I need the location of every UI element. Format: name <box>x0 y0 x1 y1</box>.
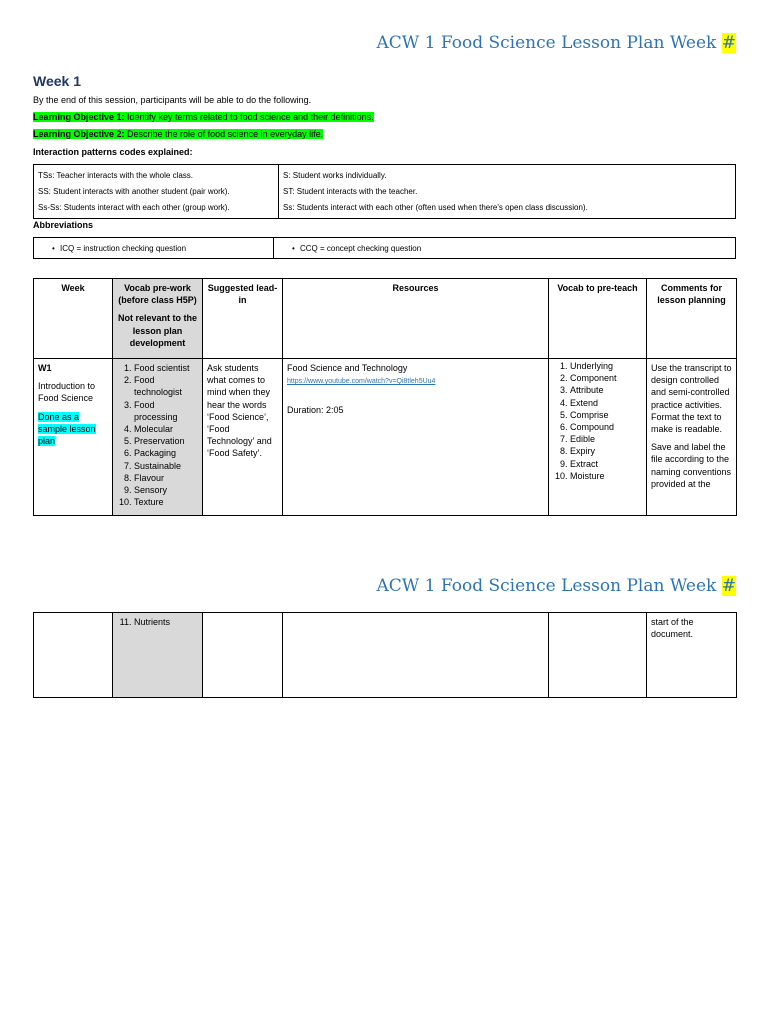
header-vocab-preteach: Vocab to pre-teach <box>549 279 647 359</box>
list-item: 2. Food technologist <box>134 374 198 398</box>
lesson-plan-table-continued <box>33 612 737 698</box>
week-heading: Week 1 <box>33 73 81 89</box>
header-lead-in: Suggested lead-in <box>203 279 283 359</box>
code-item: Ss: Students interact with each other (often used when there's open class discussion). <box>283 203 588 212</box>
bullet-icon: • <box>52 243 55 253</box>
list-item: 6. Packaging <box>134 447 198 459</box>
abbreviations-table <box>33 237 736 259</box>
header-comments: Comments for lesson planning <box>647 279 737 359</box>
list-item: 10. Texture <box>134 496 198 508</box>
codes-title: Interaction patterns codes explained: <box>33 147 193 157</box>
list-item: 5. Preservation <box>134 435 198 447</box>
header-resources: Resources <box>283 279 549 359</box>
lead-in-cell: Ask students what comes to mind when they hear the words ‘Food Science’, ‘Food Technology’ and ‘Food Safety’. <box>203 359 283 516</box>
list-item: 9. Extract <box>570 458 642 470</box>
code-item: Ss-Ss: Students interact with each other (group work). <box>38 203 230 212</box>
header-vocab-prework: Vocab pre-work (before class H5P) Not relevant to the lesson plan development <box>113 279 203 359</box>
list-item: 7. Sustainable <box>134 460 198 472</box>
abbreviation-cell: • CCQ = concept checking question <box>274 238 736 259</box>
learning-objective-2: Learning Objective 2: Describe the role of food science in everyday life. <box>33 129 324 139</box>
week-cell-cont <box>34 613 113 698</box>
list-item: 8. Flavour <box>134 472 198 484</box>
code-item: ST: Student interacts with the teacher. <box>283 187 418 196</box>
vocab-preteach-cell-cont <box>549 613 647 698</box>
resource-link[interactable]: https://www.youtube.com/watch?v=Qi8tleh5Uu4 <box>287 378 436 386</box>
comments-cell: Use the transcript to design controlled and semi-controlled practice activities. Format the text to make is readable. Save and label the file according to the naming conventions provided at the <box>647 359 737 516</box>
page-title-2: ACW 1 Food Science Lesson Plan Week # <box>376 576 736 596</box>
abbreviations-title: Abbreviations <box>33 220 94 230</box>
list-item: 2. Component <box>570 372 642 384</box>
lesson-plan-table <box>33 278 737 516</box>
comments-cell-cont: start of the document. <box>647 613 737 698</box>
resources-cell <box>283 359 549 516</box>
learning-objective-1: Learning Objective 1: Identify key terms related to food science and their definitions. <box>33 112 374 122</box>
interaction-codes-table <box>33 164 736 219</box>
page-title: ACW 1 Food Science Lesson Plan Week # <box>376 33 736 53</box>
abbreviation-cell: • ICQ = instruction checking question <box>34 238 274 259</box>
week-cell: W1 Introduction to Food Science Done as a sample lesson plan <box>34 359 113 516</box>
code-item: SS: Student interacts with another student (pair work). <box>38 187 230 196</box>
code-item: TSs: Teacher interacts with the whole class. <box>38 171 194 180</box>
resources-cell-cont <box>283 613 549 698</box>
bullet-icon: • <box>292 243 295 253</box>
list-item: 6. Compound <box>570 421 642 433</box>
resource-title: Food Science and Technology <box>287 363 408 374</box>
codes-left-cell <box>34 165 279 219</box>
vocab-prework-cell-cont <box>113 613 203 698</box>
list-item: 4. Extend <box>570 397 642 409</box>
list-item: 8. Expiry <box>570 445 642 457</box>
lead-in-cell-cont <box>203 613 283 698</box>
vocab-prework-cell <box>113 359 203 516</box>
list-item: 10. Moisture <box>570 470 642 482</box>
list-item: 1. Underlying <box>570 360 642 372</box>
vocab-preteach-cell <box>549 359 647 516</box>
list-item: 5. Comprise <box>570 409 642 421</box>
list-item: 3. Attribute <box>570 384 642 396</box>
resource-duration: Duration: 2:05 <box>287 405 344 416</box>
list-item: 1. Food scientist <box>134 362 198 374</box>
list-item: 3. Food processing <box>134 399 198 423</box>
code-item: S: Student works individually. <box>283 171 387 180</box>
header-week: Week <box>34 279 113 359</box>
list-item: 7. Edible <box>570 433 642 445</box>
list-item: 9. Sensory <box>134 484 198 496</box>
codes-right-cell <box>279 165 736 219</box>
list-item: 4. Molecular <box>134 423 198 435</box>
list-item: 11. Nutrients <box>134 616 198 628</box>
intro-text: By the end of this session, participants will be able to do the following. <box>33 95 312 105</box>
